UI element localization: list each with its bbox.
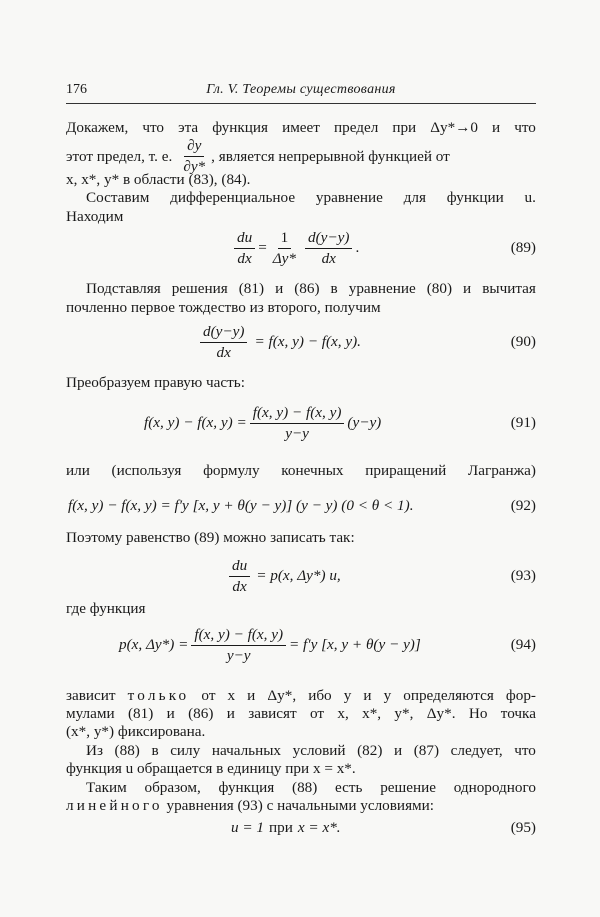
word: определяются xyxy=(403,687,494,704)
eq92-body: f(x, y) − f(x, y) = f′y [x, y + θ(y − y)] (y − y) (0 < θ < 1). xyxy=(68,497,414,514)
p8-line3: (x*, y*) фиксирована. xyxy=(66,723,206,740)
eq90-lhs-num: d(y−y) xyxy=(200,323,247,343)
p4-line1: Преобразуем правую часть: xyxy=(66,374,245,391)
word: и xyxy=(247,687,256,704)
word: x xyxy=(227,687,236,704)
p1-line2-text-a: этот предел, т. е. xyxy=(66,147,173,165)
word: (88) xyxy=(114,742,140,759)
word: мулами xyxy=(66,705,115,722)
eq91-lhs: f(x, y) − f(x, y) = xyxy=(144,414,247,431)
word: Составим xyxy=(86,189,150,206)
p8-word-zavisit: зависит xyxy=(66,687,116,704)
p10-line2 xyxy=(66,795,536,816)
eq89-lhs-num: du xyxy=(234,229,255,249)
word: Δy*. xyxy=(426,705,456,722)
word: (используя xyxy=(111,462,182,479)
word: формулу xyxy=(203,462,260,479)
word: что xyxy=(514,119,536,136)
word: и xyxy=(463,280,472,297)
equation-91 xyxy=(66,399,536,447)
word: что xyxy=(142,119,165,136)
frac-denominator: ∂y* xyxy=(183,157,206,175)
equation-95 xyxy=(66,815,536,841)
word: имеет xyxy=(282,119,320,136)
word: Δy*, xyxy=(267,687,297,704)
word: (88) xyxy=(292,779,318,796)
word: эта xyxy=(178,119,199,136)
eq92-number: (92) xyxy=(510,497,536,514)
word: вычитая xyxy=(482,280,536,297)
word: и xyxy=(275,280,284,297)
word: дифференциальное xyxy=(170,189,296,206)
eq89-r1-den: Δy* xyxy=(272,249,297,267)
word: x*, xyxy=(362,705,382,722)
word: Δy*→0 xyxy=(430,119,478,136)
word: силу xyxy=(170,742,201,759)
word: функции xyxy=(446,189,504,206)
word: Таким xyxy=(86,779,127,796)
eq95-lhs: u = 1 xyxy=(231,819,265,836)
word: y xyxy=(343,687,352,704)
p1-line3: x, x*, y* в области (83), (84). xyxy=(66,171,251,188)
word: следует, xyxy=(450,742,503,759)
word: Докажем, xyxy=(66,119,129,136)
word: точка xyxy=(500,705,536,722)
word: и xyxy=(166,705,175,722)
word: (81) xyxy=(238,280,265,297)
eq95-number: (95) xyxy=(510,819,536,836)
p1-line2 xyxy=(66,136,536,175)
p6-line1: Поэтому равенство (89) можно записать так: xyxy=(66,529,355,546)
word: конечных xyxy=(281,462,344,479)
eq95-mid: при xyxy=(269,819,293,836)
eq90-number: (90) xyxy=(510,333,536,350)
word: функция xyxy=(218,779,275,796)
p10-line2-rest: уравнения (93) с начальными условиями: xyxy=(166,797,435,814)
word: y xyxy=(383,687,392,704)
equation-89: $\frac{du}{dx}$ = $\frac{1}{\Delta y*}$ $\frac{d(y-y)}{dx}$ . (89) xyxy=(66,227,536,269)
word: уравнение xyxy=(348,280,416,297)
word: (86) xyxy=(188,705,214,722)
eq89-r1-num: 1 xyxy=(278,229,292,249)
frac-numerator: ∂y xyxy=(184,137,204,157)
p1-line2-text-b: , является непрерывной функцией от xyxy=(211,147,450,165)
eq95-rhs: x = x*. xyxy=(297,819,341,836)
eq94-frac-num: f(x, y) − f(x, y) xyxy=(191,626,286,646)
eq94-rhs: = f′y [x, y + θ(y − y)] xyxy=(289,636,421,653)
word: для xyxy=(403,189,426,206)
p5-line1 xyxy=(66,460,536,481)
eq93-lhs-num: du xyxy=(229,557,250,577)
word: решение xyxy=(380,779,436,796)
eq91-frac-den: y−y xyxy=(285,424,309,442)
word: от xyxy=(309,705,325,722)
eq89-number: (89) xyxy=(510,239,536,256)
word: (80) xyxy=(426,280,453,297)
word: y*, xyxy=(394,705,414,722)
eq89-tail: . xyxy=(355,239,360,256)
word: (81) xyxy=(127,705,154,722)
p2-line1 xyxy=(66,187,536,208)
word: предел xyxy=(333,119,379,136)
eq94-lhs: p(x, Δy*) = xyxy=(119,636,189,653)
word: однородного xyxy=(453,779,536,796)
eq93-number: (93) xyxy=(510,567,536,584)
eq90-rhs: = f(x, y) − f(x, y). xyxy=(254,333,361,350)
p3-line1 xyxy=(66,278,536,299)
word: при xyxy=(392,119,417,136)
p7-line1: где функция xyxy=(66,600,146,617)
word: функция xyxy=(212,119,269,136)
word: уравнение xyxy=(315,189,383,206)
word: решения xyxy=(171,280,228,297)
word: образом, xyxy=(144,779,201,796)
word: (86) xyxy=(294,280,320,297)
equation-94 xyxy=(66,621,536,669)
header-rule xyxy=(66,103,536,104)
word: в xyxy=(151,742,159,759)
p1-line1 xyxy=(66,117,536,138)
word: ибо xyxy=(308,687,332,704)
word: есть xyxy=(335,779,363,796)
equation-93 xyxy=(66,555,536,597)
word: и xyxy=(363,687,372,704)
page-number: 176 xyxy=(66,82,87,97)
word: от xyxy=(201,687,216,704)
eq91-frac-num: f(x, y) − f(x, y) xyxy=(250,404,345,424)
word: и xyxy=(492,119,501,136)
p2-line2: Находим xyxy=(66,208,124,225)
eq89-r2-num: d(y−y) xyxy=(305,229,352,249)
p8-spaced-word: только xyxy=(127,687,190,704)
eq93-rhs: = p(x, Δy*) u, xyxy=(256,567,341,584)
word: Но xyxy=(468,705,488,722)
eq94-number: (94) xyxy=(510,636,536,653)
word: x, xyxy=(337,705,349,722)
p3-line2: почленно первое тождество из второго, получим xyxy=(66,299,381,316)
word: зависят xyxy=(248,705,297,722)
word: или xyxy=(66,462,90,479)
eq89-lhs-den: dx xyxy=(237,249,252,267)
word: в xyxy=(330,280,338,297)
eq90-lhs-den: dx xyxy=(216,343,231,361)
word: u. xyxy=(524,189,536,206)
word: Из xyxy=(86,742,103,759)
word: фор- xyxy=(505,687,536,704)
word: приращений xyxy=(365,462,447,479)
word: что xyxy=(514,742,536,759)
running-title: Гл. V. Теоремы существования xyxy=(206,82,396,97)
p9-line2: функция u обращается в единицу при x = x*. xyxy=(66,760,356,777)
page-header xyxy=(66,80,536,102)
word: начальных xyxy=(211,742,282,759)
equation-90 xyxy=(66,320,536,364)
equation-92 xyxy=(66,492,536,520)
word: Лагранжа) xyxy=(467,462,536,479)
eq94-frac-den: y−y xyxy=(226,646,251,664)
eq91-number: (91) xyxy=(510,414,536,431)
eq93-lhs-den: dx xyxy=(232,577,247,595)
eq91-tail: (y−y) xyxy=(347,414,382,431)
word: и xyxy=(394,742,403,759)
eq89-r2-den: dx xyxy=(321,249,336,267)
word: условий xyxy=(292,742,346,759)
word: (82) xyxy=(357,742,383,759)
word: Подставляя xyxy=(86,280,161,297)
word: и xyxy=(226,705,235,722)
word: (87) xyxy=(413,742,440,759)
p10-spaced-word: линейного xyxy=(66,797,163,814)
